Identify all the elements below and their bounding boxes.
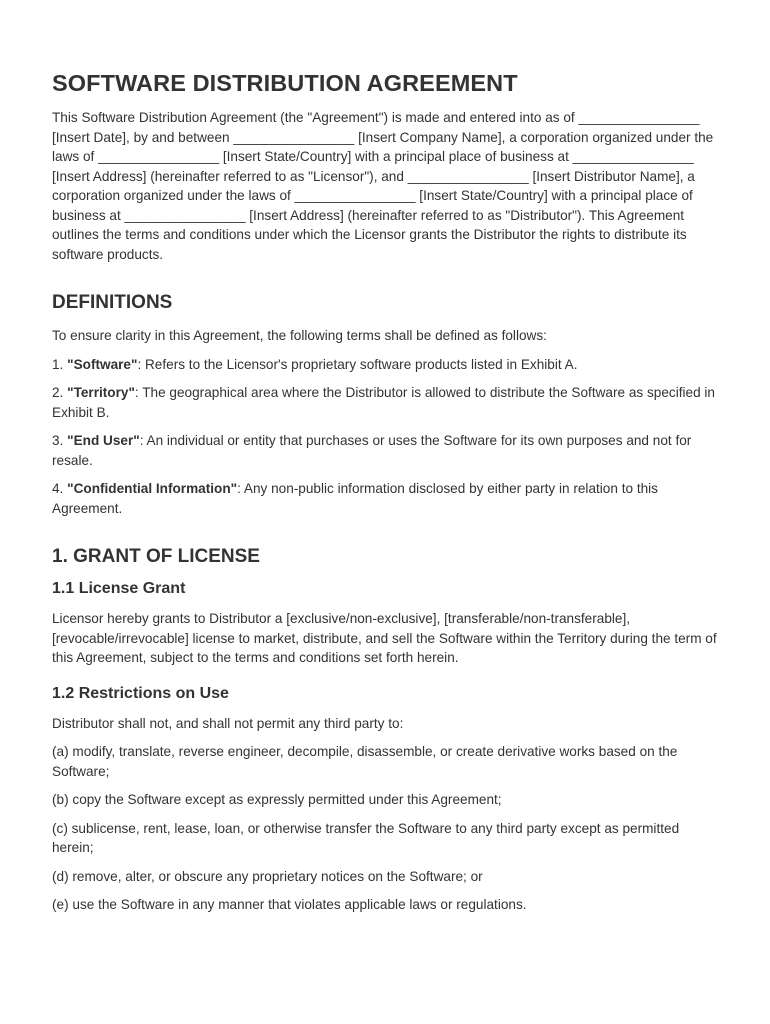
- definition-term: "Confidential Information": [67, 481, 238, 496]
- definition-text: : Refers to the Licensor's proprietary software products listed in Exhibit A.: [137, 356, 578, 372]
- restriction-item: (e) use the Software in any manner that violates applicable laws or regulations.: [52, 897, 527, 912]
- definition-text: : An individual or entity that purchases or uses the Software for its own purposes and not for resale.: [52, 433, 692, 468]
- restriction-item: (d) remove, alter, or obscure any proprietary notices on the Software; or: [52, 868, 483, 884]
- license-grant-heading: 1.1 License Grant: [52, 580, 186, 597]
- definitions-lead: To ensure clarity in this Agreement, the following terms shall be defined as follows:: [52, 328, 547, 343]
- definition-text: : The geographical area where the Distributor is allowed to distribute the Software as specified in Exhibit B.: [52, 385, 715, 420]
- definition-term: "Territory": [67, 385, 135, 400]
- definition-item: [52, 383, 720, 422]
- restrictions-heading: 1.2 Restrictions on Use: [52, 684, 229, 702]
- definition-item: [52, 431, 720, 470]
- definition-term: "Software": [67, 356, 138, 372]
- restrictions-lead: Distributor shall not, and shall not permit any third party to:: [52, 715, 404, 731]
- definition-item: [52, 355, 720, 375]
- restriction-item: (c) sublicense, rent, lease, loan, or otherwise transfer the Software to any third party except as permitted herein;: [52, 820, 680, 855]
- grant-heading: 1. GRANT OF LICENSE: [52, 546, 260, 567]
- definitions-heading: DEFINITIONS: [52, 292, 173, 313]
- definition-number: 4.: [52, 481, 68, 496]
- definition-number: 2.: [52, 385, 68, 400]
- definition-item: [52, 479, 720, 518]
- license-grant-text: Licensor hereby grants to Distributor a [exclusive/non-exclusive], [transferable/non-transferable], [revocable/irrevocable] license to market, distribute, and sell the Software within the Territory during the term of this Agreement, subject to the terms and conditions set forth herein.: [52, 611, 717, 665]
- restriction-item: (a) modify, translate, reverse engineer, decompile, disassemble, or create derivative works based on the Software;: [52, 744, 678, 779]
- document-title: SOFTWARE DISTRIBUTION AGREEMENT: [52, 70, 518, 96]
- intro-paragraph: This Software Distribution Agreement (the "Agreement") is made and entered into as of ________________ [Insert Date], by and between ________________ [Insert Company Name], a corporation organized under the laws of ________________ [Insert State/Country] with a principal place of business at ________________ [Insert Address] (hereinafter referred to as "Licensor"), and ________________ [Insert Distributor Name], a corporation organized under the laws of ________________ [Insert State/Country] with a principal place of business at ________________ [Insert Address] (hereinafter referred to as "Distributor"). This Agreement outlines the terms and conditions under which the Licensor grants the Distributor the rights to distribute its software products.: [52, 110, 714, 262]
- definition-text: : Any non-public information disclosed by either party in relation to this Agreement.: [52, 481, 658, 516]
- restriction-item: (b) copy the Software except as expressly permitted under this Agreement;: [52, 792, 502, 807]
- definition-term: "End User": [67, 433, 140, 448]
- definition-number: 3.: [52, 433, 68, 448]
- definition-number: 1.: [52, 356, 68, 372]
